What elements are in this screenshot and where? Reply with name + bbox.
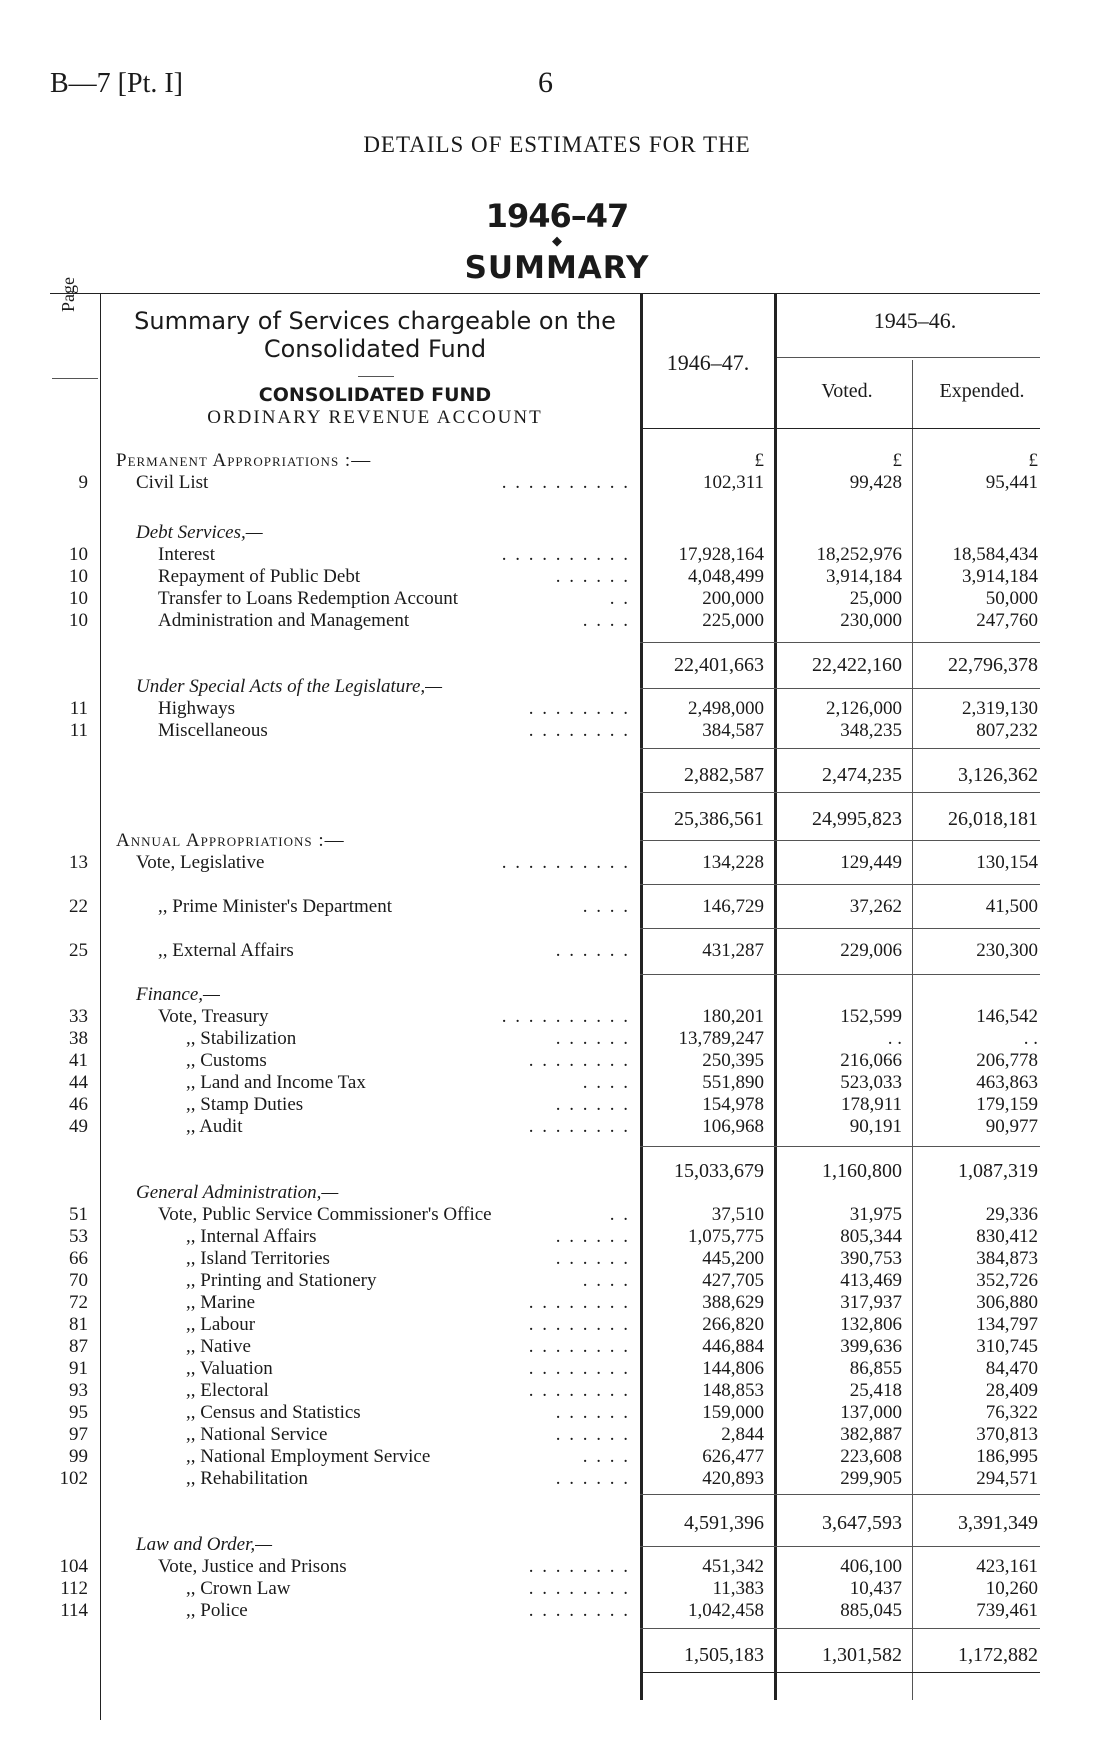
value-1945-46-expended: 22,796,378	[948, 654, 1038, 676]
column-1946-header: 1946–47.	[666, 350, 750, 375]
value-1946-47: 148,853	[702, 1380, 764, 1401]
table-row	[0, 544, 1114, 566]
page-ref-cell: 13	[69, 852, 88, 873]
page-column-label: Page	[58, 277, 78, 312]
leader-dots: . . . . . . . .	[528, 720, 630, 741]
value-1945-46-expended: 179,159	[976, 1094, 1038, 1115]
table-row	[0, 1578, 1114, 1600]
value-1945-46-expended: . .	[1023, 1028, 1038, 1049]
value-1945-46-voted: 216,066	[840, 1050, 902, 1071]
column-rule	[640, 974, 1040, 975]
value-1945-46-voted: 2,126,000	[826, 698, 902, 719]
page-ref-cell: 46	[69, 1094, 88, 1115]
row-description: Interest	[158, 544, 215, 565]
value-1945-46-expended: 230,300	[976, 940, 1038, 961]
value-1946-47: 37,510	[711, 1204, 764, 1225]
value-1945-46-voted: 31,975	[849, 1204, 902, 1225]
page-ref-cell: 104	[59, 1556, 88, 1577]
page-ref-cell: 95	[69, 1402, 88, 1423]
table-row	[0, 1468, 1114, 1490]
page-ref-cell: 22	[69, 896, 88, 917]
leader-dots: . . . . . . . .	[528, 698, 630, 719]
row-description: ,, Police	[186, 1600, 248, 1621]
value-1945-46-expended: 3,391,349	[958, 1512, 1038, 1534]
value-1946-47: 154,978	[702, 1094, 764, 1115]
row-description: Highways	[158, 698, 236, 719]
leader-dots: . . . . . .	[555, 1424, 630, 1445]
leader-dots: . . . . . . . .	[528, 1336, 630, 1357]
table-row	[0, 1556, 1114, 1578]
leader-dots: . . . . . .	[555, 1402, 630, 1423]
value-1945-46-voted: 18,252,976	[816, 544, 902, 565]
row-description: ,, Prime Minister's Department	[158, 896, 393, 917]
leader-dots: . . . . . . . . . .	[501, 852, 630, 873]
leader-dots: . . . . . . . . . .	[501, 1006, 630, 1027]
value-1945-46-expended: 310,745	[976, 1336, 1038, 1357]
value-1946-47: 15,033,679	[674, 1160, 764, 1182]
value-1945-46-voted: 3,647,593	[822, 1512, 902, 1534]
row-description: ,, National Service	[186, 1424, 328, 1445]
table-row	[0, 940, 1114, 962]
row-description: ,, National Employment Service	[186, 1446, 431, 1467]
value-1946-47: 445,200	[702, 1248, 764, 1269]
table-row	[0, 852, 1114, 874]
leader-dots: . . . .	[582, 1072, 630, 1093]
value-1945-46-expended: 370,813	[976, 1424, 1038, 1445]
row-description: General Administration,—	[136, 1182, 339, 1203]
value-1945-46-expended: 84,470	[985, 1358, 1038, 1379]
value-1945-46-voted: 523,033	[840, 1072, 902, 1093]
column-voted-header: Voted.	[821, 380, 873, 402]
value-1945-46-expended: 830,412	[976, 1226, 1038, 1247]
value-1946-47: 626,477	[702, 1446, 764, 1467]
row-description: ,, Stabilization	[186, 1028, 297, 1049]
value-1945-46-expended: 146,542	[976, 1006, 1038, 1027]
value-1945-46-expended: 306,880	[976, 1292, 1038, 1313]
value-1945-46-voted: 317,937	[840, 1292, 902, 1313]
value-1945-46-expended: 95,441	[985, 472, 1038, 493]
value-1945-46-voted: 129,449	[840, 852, 902, 873]
table-row	[0, 1424, 1114, 1446]
table-row	[0, 1094, 1114, 1116]
page-ref-cell: 9	[78, 472, 88, 493]
consolidated-fund-heading: CONSOLIDATED FUND	[258, 384, 492, 406]
column-1945-header: 1945–46.	[873, 308, 957, 333]
services-title: Summary of Services chargeable on the Consolidated Fund	[134, 307, 616, 363]
value-1945-46-voted: 229,006	[840, 940, 902, 961]
page-ref-cell: 97	[69, 1424, 88, 1445]
column-rule	[640, 748, 1040, 749]
value-1945-46-voted: 86,855	[849, 1358, 902, 1379]
value-1945-46-expended: 50,000	[985, 588, 1038, 609]
page-ref-cell: 112	[60, 1578, 88, 1599]
leader-dots: . . . . . .	[555, 940, 630, 961]
table-row	[0, 588, 1114, 610]
value-1945-46-voted: 1,301,582	[822, 1644, 902, 1666]
row-description: ,, Crown Law	[186, 1578, 291, 1599]
leader-dots: . . . . . .	[555, 1468, 630, 1489]
value-1946-47: 146,729	[702, 896, 764, 917]
table-row	[0, 1116, 1114, 1138]
value-1946-47: 11,383	[712, 1578, 764, 1599]
value-1945-46-voted: 25,000	[849, 588, 902, 609]
value-1945-46-voted: 406,100	[840, 1556, 902, 1577]
value-1945-46-expended: 134,797	[976, 1314, 1038, 1335]
table-row	[0, 698, 1114, 720]
value-1946-47: 106,968	[702, 1116, 764, 1137]
value-1946-47: 2,498,000	[688, 698, 764, 719]
column-rule	[640, 1628, 1040, 1629]
value-1945-46-expended: 247,760	[976, 610, 1038, 631]
page-ref-cell: 11	[69, 720, 88, 741]
value-1946-47: 4,591,396	[684, 1512, 764, 1534]
value-1945-46-expended: 739,461	[976, 1600, 1038, 1621]
leader-dots: . . . .	[582, 1446, 630, 1467]
page-ref-cell: 70	[69, 1270, 88, 1291]
value-1946-47: 420,893	[702, 1468, 764, 1489]
value-1945-46-expended: 3,914,184	[962, 566, 1038, 587]
value-1945-46-expended: 423,161	[976, 1556, 1038, 1577]
value-1946-47: 25,386,561	[674, 808, 764, 830]
table-row	[0, 472, 1114, 494]
value-1946-47: 225,000	[702, 610, 764, 631]
value-1945-46-expended: 41,500	[985, 896, 1038, 917]
subtotal-row	[0, 1512, 1114, 1534]
row-description: ,, Customs	[186, 1050, 267, 1071]
column-rule	[640, 1546, 1040, 1547]
row-description: Debt Services,—	[136, 522, 263, 543]
row-description: Miscellaneous	[158, 720, 268, 741]
row-description: Finance,—	[136, 984, 220, 1005]
value-1945-46-expended: 2,319,130	[962, 698, 1038, 719]
header-bottom-rule	[640, 428, 1040, 429]
row-description: ,, External Affairs	[158, 940, 294, 961]
value-1945-46-expended: 807,232	[976, 720, 1038, 741]
column-rule	[640, 928, 1040, 929]
table-row	[0, 1534, 1114, 1556]
page-ref-cell: 102	[59, 1468, 88, 1489]
column-rule	[640, 1146, 1040, 1147]
row-description: Administration and Management	[158, 610, 410, 631]
row-description: ,, Census and Statistics	[186, 1402, 361, 1423]
leader-dots: . . . . . . . .	[528, 1578, 630, 1599]
row-description: ,, Rehabilitation	[186, 1468, 308, 1489]
column-rule	[640, 884, 1040, 885]
value-1946-47: 144,806	[702, 1358, 764, 1379]
table-row	[0, 1226, 1114, 1248]
leader-dots: . . . .	[582, 896, 630, 917]
row-description: ,, Labour	[186, 1314, 256, 1335]
leader-dots: . . . . . . . . . .	[501, 472, 630, 493]
summary-title: SUMMARY	[464, 250, 650, 286]
leader-dots: . .	[609, 588, 630, 609]
value-1945-46-voted: 24,995,823	[812, 808, 902, 830]
page-header-rule	[52, 378, 98, 379]
page-ref-cell: 44	[69, 1072, 88, 1093]
leader-dots: . . . . . . . .	[528, 1600, 630, 1621]
row-description: ,, Printing and Stationery	[186, 1270, 377, 1291]
value-1945-46-voted: 230,000	[840, 610, 902, 631]
page-reference: B—7 [Pt. I]	[50, 68, 183, 99]
row-description: ,, Electoral	[186, 1380, 269, 1401]
value-1946-47: 4,048,499	[688, 566, 764, 587]
value-1945-46-expended: 130,154	[976, 852, 1038, 873]
value-1946-47: 384,587	[702, 720, 764, 741]
value-1945-46-voted: 1,160,800	[822, 1160, 902, 1182]
leader-dots: . . . . . . . .	[528, 1292, 630, 1313]
value-1946-47: 431,287	[702, 940, 764, 961]
column-rule	[640, 688, 1040, 689]
value-1945-46-expended: £	[1028, 450, 1038, 471]
leader-dots: . . . . . . . . . .	[501, 544, 630, 565]
fund-heading-rule	[358, 376, 394, 377]
value-1946-47: 22,401,663	[674, 654, 764, 676]
column-rule	[640, 1494, 1040, 1495]
row-description: Vote, Public Service Commissioner's Office	[158, 1204, 492, 1225]
row-description: ,, Audit	[186, 1116, 243, 1137]
table-row	[0, 1600, 1114, 1622]
leader-dots: . . . . . .	[555, 1028, 630, 1049]
value-1945-46-voted: 3,914,184	[826, 566, 902, 587]
value-1945-46-expended: 26,018,181	[948, 808, 1038, 830]
value-1945-46-expended: 1,172,882	[958, 1644, 1038, 1666]
page-ref-cell: 99	[69, 1446, 88, 1467]
value-1946-47: 451,342	[702, 1556, 764, 1577]
table-row	[0, 1336, 1114, 1358]
value-1945-46-voted: 805,344	[840, 1226, 902, 1247]
value-1945-46-voted: 99,428	[849, 472, 902, 493]
table-row	[0, 1402, 1114, 1424]
subtotal-row	[0, 764, 1114, 786]
row-description: Vote, Legislative	[136, 852, 265, 873]
estimate-year: 1946–47	[485, 197, 629, 235]
value-1945-46-expended: 186,995	[976, 1446, 1038, 1467]
value-1946-47: 2,844	[721, 1424, 764, 1445]
page-ref-cell: 10	[69, 566, 88, 587]
table-row	[0, 720, 1114, 742]
value-1945-46-expended: 463,863	[976, 1072, 1038, 1093]
diamond-ornament-icon: ◆	[552, 233, 562, 248]
row-description: ,, Land and Income Tax	[186, 1072, 366, 1093]
row-description: ,, Native	[186, 1336, 251, 1357]
page-ref-cell: 49	[69, 1116, 88, 1137]
value-1945-46-voted: 178,911	[840, 1094, 902, 1115]
value-1945-46-expended: 76,322	[985, 1402, 1038, 1423]
row-description: ,, Island Territories	[186, 1248, 330, 1269]
table-row	[0, 566, 1114, 588]
row-description: Vote, Treasury	[158, 1006, 269, 1027]
page-ref-cell: 53	[69, 1226, 88, 1247]
row-description: Law and Order,—	[136, 1534, 273, 1555]
table-row	[0, 1446, 1114, 1468]
leader-dots: . . . . . . . .	[528, 1050, 630, 1071]
page-ref-cell: 81	[69, 1314, 88, 1335]
value-1946-47: 250,395	[702, 1050, 764, 1071]
leader-dots: . . . . . . . .	[528, 1556, 630, 1577]
table-row	[0, 1028, 1114, 1050]
value-1946-47: 2,882,587	[684, 764, 764, 786]
value-1945-46-expended: 10,260	[985, 1578, 1038, 1599]
subtotal-row	[0, 1644, 1114, 1666]
leader-dots: . .	[609, 1204, 630, 1225]
value-1945-46-voted: 348,235	[840, 720, 902, 741]
col-1945-header-rule	[777, 357, 1040, 358]
value-1945-46-expended: 206,778	[976, 1050, 1038, 1071]
row-description: Repayment of Public Debt	[158, 566, 361, 587]
value-1946-47: 1,042,458	[688, 1600, 764, 1621]
page-ref-cell: 51	[69, 1204, 88, 1225]
ordinary-revenue-heading: ORDINARY REVENUE ACCOUNT	[207, 407, 543, 428]
value-1945-46-voted: 37,262	[849, 896, 902, 917]
table-top-rule	[50, 293, 1040, 294]
page-ref-cell: 11	[69, 698, 88, 719]
table-row	[0, 610, 1114, 632]
table-row	[0, 830, 1114, 852]
column-rule	[640, 840, 1040, 841]
subtotal-row	[0, 808, 1114, 830]
table-row	[0, 1006, 1114, 1028]
row-description: ,, Stamp Duties	[186, 1094, 304, 1115]
leader-dots: . . . .	[582, 610, 630, 631]
value-1945-46-expended: 352,726	[976, 1270, 1038, 1291]
page-ref-cell: 33	[69, 1006, 88, 1027]
table-row	[0, 1270, 1114, 1292]
value-1946-47: 13,789,247	[678, 1028, 764, 1049]
table-row	[0, 896, 1114, 918]
table-row	[0, 1204, 1114, 1226]
page-ref-cell: 38	[69, 1028, 88, 1049]
table-row	[0, 450, 1114, 472]
value-1945-46-voted: 22,422,160	[812, 654, 902, 676]
table-row	[0, 1248, 1114, 1270]
leader-dots: . . . . . .	[555, 566, 630, 587]
leader-dots: . . . . . .	[555, 1226, 630, 1247]
value-1945-46-voted: 2,474,235	[822, 764, 902, 786]
value-1945-46-voted: 90,191	[849, 1116, 902, 1137]
value-1946-47: 266,820	[702, 1314, 764, 1335]
value-1946-47: 427,705	[702, 1270, 764, 1291]
value-1946-47: 134,228	[702, 852, 764, 873]
page-ref-cell: 41	[69, 1050, 88, 1071]
table-row	[0, 1182, 1114, 1204]
value-1946-47: 446,884	[702, 1336, 764, 1357]
value-1945-46-voted: 223,608	[840, 1446, 902, 1467]
value-1945-46-voted: 299,905	[840, 1468, 902, 1489]
table-row	[0, 1380, 1114, 1402]
value-1946-47: 1,505,183	[684, 1644, 764, 1666]
table-row	[0, 1314, 1114, 1336]
page-ref-cell: 91	[69, 1358, 88, 1379]
table-row	[0, 522, 1114, 544]
value-1945-46-expended: 3,126,362	[958, 764, 1038, 786]
value-1946-47: 388,629	[702, 1292, 764, 1313]
value-1946-47: 200,000	[702, 588, 764, 609]
value-1945-46-expended: 1,087,319	[958, 1160, 1038, 1182]
page-ref-cell: 10	[69, 610, 88, 631]
page-ref-cell: 66	[69, 1248, 88, 1269]
value-1945-46-expended: 28,409	[985, 1380, 1038, 1401]
value-1945-46-voted: £	[892, 450, 902, 471]
leader-dots: . . . . . .	[555, 1248, 630, 1269]
page-ref-cell: 93	[69, 1380, 88, 1401]
row-description: ,, Marine	[186, 1292, 256, 1313]
value-1945-46-expended: 18,584,434	[952, 544, 1038, 565]
value-1945-46-voted: 10,437	[849, 1578, 902, 1599]
leader-dots: . . . . . . . .	[528, 1314, 630, 1335]
value-1945-46-expended: 384,873	[976, 1248, 1038, 1269]
subtotal-row	[0, 654, 1114, 676]
row-description: Vote, Justice and Prisons	[158, 1556, 347, 1577]
page-ref-cell: 10	[69, 588, 88, 609]
row-description: Transfer to Loans Redemption Account	[158, 588, 459, 609]
leader-dots: . . . . . .	[555, 1094, 630, 1115]
table-row	[0, 984, 1114, 1006]
page-ref-cell: 87	[69, 1336, 88, 1357]
value-1945-46-voted: 413,469	[840, 1270, 902, 1291]
page-ref-cell: 72	[69, 1292, 88, 1313]
value-1945-46-expended: 29,336	[985, 1204, 1038, 1225]
value-1945-46-voted: 382,887	[840, 1424, 902, 1445]
value-1945-46-voted: 25,418	[849, 1380, 902, 1401]
value-1945-46-expended: 90,977	[985, 1116, 1038, 1137]
table-row	[0, 1072, 1114, 1094]
value-1945-46-voted: 399,636	[840, 1336, 902, 1357]
row-description: Annual Appropriations :—	[116, 830, 345, 851]
value-1946-47: 17,928,164	[678, 544, 764, 565]
subtotal-row	[0, 1160, 1114, 1182]
value-1945-46-voted: 152,599	[840, 1006, 902, 1027]
value-1946-47: £	[754, 450, 764, 471]
row-description: Permanent Appropriations :—	[116, 450, 372, 471]
page-ref-cell: 10	[69, 544, 88, 565]
column-rule	[640, 642, 1040, 643]
leader-dots: . . . .	[582, 1270, 630, 1291]
value-1946-47: 102,311	[702, 472, 764, 493]
row-description: Civil List	[136, 472, 209, 493]
document-heading: DETAILS OF ESTIMATES FOR THE	[363, 132, 751, 157]
value-1945-46-expended: 294,571	[976, 1468, 1038, 1489]
value-1946-47: 551,890	[702, 1072, 764, 1093]
page-ref-cell: 114	[60, 1600, 88, 1621]
table-row	[0, 1292, 1114, 1314]
value-1946-47: 180,201	[702, 1006, 764, 1027]
row-description: Under Special Acts of the Legislature,—	[136, 676, 443, 697]
leader-dots: . . . . . . . .	[528, 1358, 630, 1379]
value-1945-46-voted: . .	[887, 1028, 902, 1049]
row-description: ,, Valuation	[186, 1358, 273, 1379]
value-1946-47: 159,000	[702, 1402, 764, 1423]
value-1945-46-voted: 885,045	[840, 1600, 902, 1621]
column-rule	[640, 792, 1040, 793]
value-1945-46-voted: 132,806	[840, 1314, 902, 1335]
value-1946-47: 1,075,775	[688, 1226, 764, 1247]
table-row	[0, 1050, 1114, 1072]
value-1945-46-voted: 390,753	[840, 1248, 902, 1269]
leader-dots: . . . . . . . .	[528, 1116, 630, 1137]
column-expended-header: Expended.	[939, 380, 1025, 402]
page-ref-cell: 25	[69, 940, 88, 961]
table-bottom-rule	[640, 1672, 1040, 1673]
row-description: ,, Internal Affairs	[186, 1226, 317, 1247]
page-number: 6	[538, 66, 553, 99]
table-row	[0, 676, 1114, 698]
leader-dots: . . . . . . . .	[528, 1380, 630, 1401]
value-1945-46-voted: 137,000	[840, 1402, 902, 1423]
table-row	[0, 1358, 1114, 1380]
